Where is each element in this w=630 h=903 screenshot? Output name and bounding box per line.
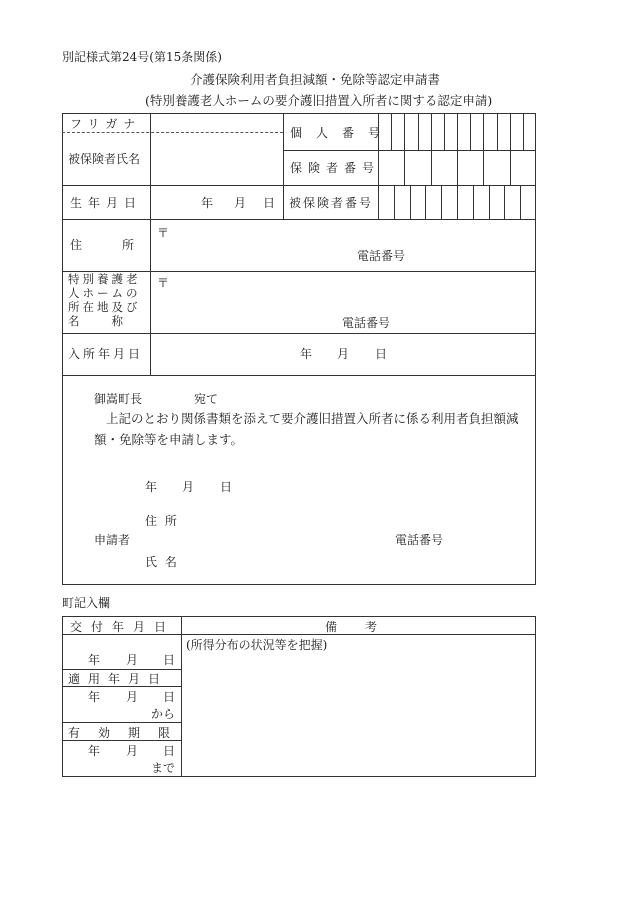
digit-box-divider xyxy=(510,150,511,185)
admission-day[interactable]: 日 xyxy=(375,347,388,361)
applicant-phone-label: 電話番号 xyxy=(395,533,444,547)
remarks-note: (所得分布の状況等を把握) xyxy=(186,638,328,652)
insured-name-label: 被保険者氏名 xyxy=(68,152,141,166)
request-day[interactable]: 日 xyxy=(220,480,233,494)
birth-year[interactable]: 年 xyxy=(201,196,214,210)
form-title: 介護保険利用者負担減額・免除等認定申請書 xyxy=(190,72,441,87)
valid-year[interactable]: 年 xyxy=(88,744,101,758)
applicant-address-label: 住 所 xyxy=(145,514,179,528)
facility-label-3: 所在地及び xyxy=(68,300,141,314)
digit-box-divider xyxy=(497,113,498,150)
applicant-address-field[interactable] xyxy=(195,512,515,530)
facility-field[interactable] xyxy=(172,275,522,309)
digit-box-divider xyxy=(457,113,458,150)
digit-box-divider xyxy=(418,113,419,150)
birth-month[interactable]: 月 xyxy=(234,196,247,210)
digit-box-divider xyxy=(457,150,458,185)
applicable-from: から xyxy=(151,707,176,721)
facility-label-4: 名 称 xyxy=(68,314,126,328)
facility-phone-label: 電話番号 xyxy=(342,316,391,330)
request-year[interactable]: 年 xyxy=(145,480,158,494)
address-phone-label: 電話番号 xyxy=(357,249,406,263)
digit-box-divider xyxy=(520,185,521,219)
form-subtitle: (特別養護老人ホームの要介護旧措置入所者に関する認定申請) xyxy=(145,93,493,108)
digit-box-divider xyxy=(425,185,426,219)
valid-month[interactable]: 月 xyxy=(126,744,139,758)
honorific: 宛て xyxy=(194,392,219,406)
valid-period-label: 有効期限 xyxy=(68,726,189,740)
issue-year[interactable]: 年 xyxy=(88,653,101,667)
admission-month[interactable]: 月 xyxy=(337,347,350,361)
digit-box-divider xyxy=(489,185,490,219)
town-section-label: 町記入欄 xyxy=(62,596,111,610)
applicable-year[interactable]: 年 xyxy=(88,690,101,704)
request-month[interactable]: 月 xyxy=(182,480,195,494)
digit-box-divider xyxy=(523,113,524,150)
valid-until: まで xyxy=(151,761,176,775)
issue-month[interactable]: 月 xyxy=(126,653,139,667)
issue-day[interactable]: 日 xyxy=(163,653,176,667)
insured-name-field[interactable] xyxy=(152,135,281,183)
valid-day[interactable]: 日 xyxy=(163,744,176,758)
digit-box-divider xyxy=(510,113,511,150)
individual-number-label: 個人番号 xyxy=(290,126,395,140)
digit-box-divider xyxy=(483,150,484,185)
digit-box-divider xyxy=(410,185,411,219)
furigana-label: フリガナ xyxy=(70,117,142,131)
issue-date-label: 交付年月日 xyxy=(70,620,176,634)
facility-label-2: 人ホームの xyxy=(68,286,141,300)
addressee: 御嵩町長 xyxy=(94,392,143,406)
admission-date-label: 入所年月日 xyxy=(68,347,144,361)
applicable-date-label: 適用年月日 xyxy=(68,672,169,686)
digit-box-divider xyxy=(441,185,442,219)
admission-year[interactable]: 年 xyxy=(300,347,313,361)
remarks-field[interactable] xyxy=(184,656,532,772)
facility-label-1: 特別養護老 xyxy=(68,272,141,286)
applicant-label: 申請者 xyxy=(94,533,131,547)
digit-box-divider xyxy=(404,150,405,185)
digit-box-divider xyxy=(470,113,471,150)
applicant-name-field[interactable] xyxy=(195,553,375,571)
digit-box-divider xyxy=(457,185,458,219)
applicable-month[interactable]: 月 xyxy=(126,690,139,704)
digit-box-divider xyxy=(404,113,405,150)
digit-box-divider xyxy=(483,113,484,150)
digit-box-divider xyxy=(431,150,432,185)
applicant-name-label: 氏 名 xyxy=(145,555,179,569)
digit-box-divider xyxy=(431,113,432,150)
request-body-line2: 額・免除等を申請します。 xyxy=(94,432,244,447)
address-field[interactable] xyxy=(172,224,522,244)
digit-box-divider xyxy=(444,113,445,150)
address-label: 住 所 xyxy=(70,238,149,252)
digit-box-divider xyxy=(473,185,474,219)
birthdate-label: 生年月日 xyxy=(70,196,143,210)
insured-number-label: 被保険者番号 xyxy=(289,196,374,210)
postal-mark: 〒 xyxy=(157,226,170,240)
digit-box-divider xyxy=(394,185,395,219)
request-body-line1: 上記のとおり関係書類を添えて要介護旧措置入所者に係る利用者負担額減 xyxy=(106,411,519,426)
remarks-label: 備 考 xyxy=(325,620,386,634)
insurer-number-label: 保険者番号 xyxy=(290,161,381,175)
birth-day[interactable]: 日 xyxy=(263,196,276,210)
facility-postal-mark: 〒 xyxy=(157,276,170,290)
form-number: 別記様式第24号(第15条関係) xyxy=(62,50,222,64)
digit-box-divider xyxy=(504,185,505,219)
applicable-day[interactable]: 日 xyxy=(163,690,176,704)
